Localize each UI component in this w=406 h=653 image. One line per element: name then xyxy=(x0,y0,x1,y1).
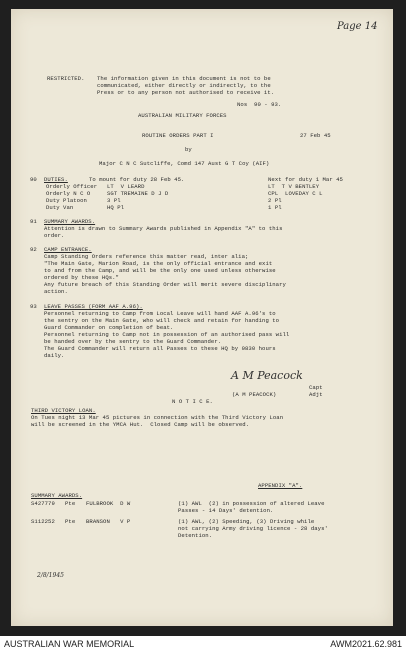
notice-subheading: THIRD VICTORY LOAN. xyxy=(31,407,96,414)
restriction-line: The information given in this document is not to be xyxy=(97,75,271,82)
duty-role: Orderly Officer xyxy=(46,183,98,190)
restriction-line: Press or to any person not authorised to receive it. xyxy=(97,89,275,96)
footer-bar xyxy=(0,636,406,653)
handwritten-signature: A M Peacock xyxy=(231,369,303,382)
duty-current: 3 Pl xyxy=(107,197,121,204)
summary-awards-heading: SUMMARY AWARDS. xyxy=(44,218,96,225)
paragraph-line: Camp Standing Orders reference this matter read, inter alia; xyxy=(44,253,249,260)
leave-passes-heading: LEAVE PASSES (FORM AAF A.96). xyxy=(44,303,143,310)
camp-entrance-heading: CAMP ENTRANCE. xyxy=(44,246,92,253)
item-number: 92 xyxy=(30,246,37,253)
duties-next-label: Next for duty 1 Mar 45 xyxy=(268,176,343,183)
signature-name: (A M PEACOCK) xyxy=(232,391,277,398)
award-rank: Pte xyxy=(65,500,76,507)
paragraph-line: The Guard Commander will return all Passes to these HQ by 0830 hours xyxy=(44,345,276,352)
paragraph-line: Personnel returning to Camp not in possession of an authorised pass will xyxy=(44,331,290,338)
orders-by: by xyxy=(185,146,192,153)
award-line: (1) AWL, (2) Speeding, (3) Driving while xyxy=(178,518,315,525)
page-number-handwritten: Page 14 xyxy=(337,21,378,32)
paragraph-line: ordered by these HQs." xyxy=(44,274,119,281)
org-name: AUSTRALIAN MILITARY FORCES xyxy=(138,112,227,119)
orders-title: ROUTINE ORDERS PART I xyxy=(142,132,214,139)
duty-next: CPL LOVEDAY C L xyxy=(268,190,323,197)
restriction-line: communicated, either directly or indirectly, to the xyxy=(97,82,271,89)
paragraph-line: Any future breach of this Standing Order will merit severe disciplinary xyxy=(44,281,286,288)
duty-role: Orderly N C O xyxy=(46,190,91,197)
award-rank: Pte xyxy=(65,518,76,525)
item-number: 90 xyxy=(30,176,37,183)
award-name: FULBROOK D W xyxy=(86,500,131,507)
duty-current: LT V LEARD xyxy=(107,183,145,190)
notice-line: will be screened in the YMCA Hut. Closed Camp will be observed. xyxy=(31,421,250,428)
duty-next: LT T V BENTLEY xyxy=(268,183,320,190)
duty-next: 1 Pl xyxy=(268,204,282,211)
award-line: (1) AWL (2) in possession of altered Leave xyxy=(178,500,325,507)
footer-institution: AUSTRALIAN WAR MEMORIAL xyxy=(4,639,135,649)
paragraph-line: Attention is drawn to Summary Awards published in Appendix "A" to this xyxy=(44,225,283,232)
duty-current: HQ Pl xyxy=(107,204,125,211)
issuer: Major C N C Sutcliffe, Comd 147 Aust G T Coy (AIF) xyxy=(99,160,270,167)
award-line: Passes - 14 Days' detention. xyxy=(178,507,274,514)
award-line: Detention. xyxy=(178,532,213,539)
item-number: 93 xyxy=(30,303,37,310)
appendix-heading: SUMMARY AWARDS. xyxy=(31,492,83,499)
duty-role: Duty Platoon xyxy=(46,197,87,204)
paragraph-line: "The Main Gate, Marion Road, is the only official entrance and exit xyxy=(44,260,273,267)
paragraph-line: order. xyxy=(44,232,65,239)
award-service-number: S112252 xyxy=(31,518,55,525)
paragraph-line: Guard Commander on completion of beat. xyxy=(44,324,174,331)
award-service-number: S427779 xyxy=(31,500,55,507)
notice-line: On Tues night 13 Mar 45 pictures in connection with the Third Victory Loan xyxy=(31,414,284,421)
award-name: BRANSON V P xyxy=(86,518,131,525)
award-line: not carrying Army driving licence - 28 days' xyxy=(178,525,328,532)
orders-date: 27 Feb 45 xyxy=(300,132,331,139)
restriction-label: RESTRICTED. xyxy=(47,75,85,82)
signature-position: Adjt xyxy=(309,391,323,398)
duties-heading: DUTIES. xyxy=(44,176,68,183)
notice-title: N O T I C E. xyxy=(172,398,213,405)
item-number: 91 xyxy=(30,218,37,225)
paragraph-line: be handed over by the sentry to the Guard Commander. xyxy=(44,338,222,345)
footer-accession-number: AWM2021.62.981 xyxy=(330,639,402,649)
signature-rank: Capt xyxy=(309,384,323,391)
archive-pencil-note: 2/8/1945 xyxy=(37,572,64,579)
order-numbers: Nos 90 - 93. xyxy=(237,101,282,108)
duty-current: SGT TREMAINE D J D xyxy=(107,190,169,197)
paragraph-line: Personnel returning to Camp from Local Leave will hand AAF A.96's to xyxy=(44,310,276,317)
duties-intro: To mount for duty 28 Feb 45. xyxy=(89,176,185,183)
document-page xyxy=(11,9,393,626)
appendix-title: APPENDIX "A". xyxy=(258,482,303,489)
paragraph-line: the sentry on the Main Gate, who will check and retain for handing to xyxy=(44,317,280,324)
duty-role: Duty Van xyxy=(46,204,74,211)
paragraph-line: daily. xyxy=(44,352,65,359)
paragraph-line: action. xyxy=(44,288,68,295)
paragraph-line: to and from the Camp, and will be the only one used unless otherwise xyxy=(44,267,276,274)
duty-next: 2 Pl xyxy=(268,197,282,204)
